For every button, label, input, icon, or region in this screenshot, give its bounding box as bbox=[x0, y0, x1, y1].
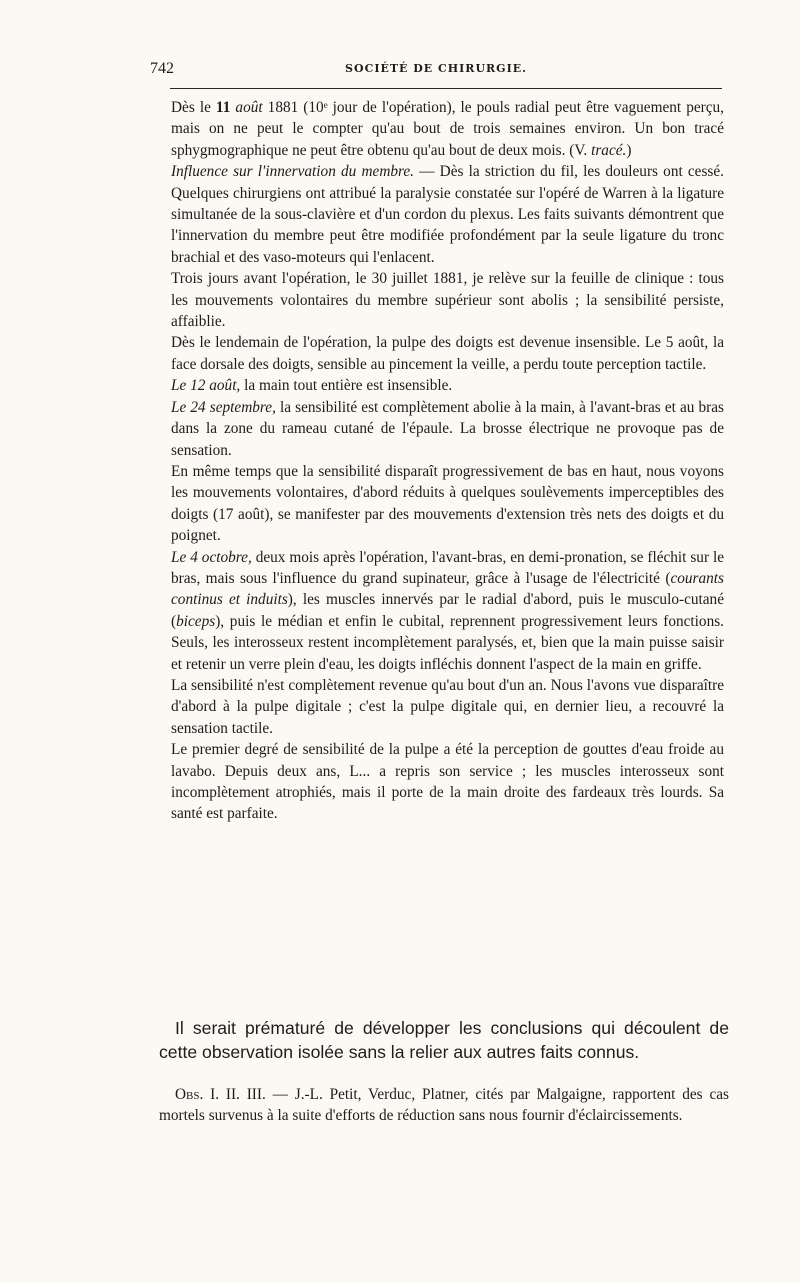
text-run: Dès le bbox=[171, 99, 216, 116]
text-run: biceps bbox=[176, 612, 216, 630]
body-paragraph bbox=[171, 739, 724, 825]
text-run: 11 bbox=[215, 99, 236, 116]
conclusion-text: Il serait prématuré de développer les conclusions qui découlent de cette observation isolée sans la relier aux autres faits connus. bbox=[159, 1018, 729, 1062]
text-run: ), les muscles innervés par le radial d'abord, puis le musculo-cutané ( bbox=[171, 591, 724, 630]
obs-label: Obs. I. II. III. bbox=[175, 1086, 266, 1103]
text-run: Le 12 août, bbox=[171, 377, 241, 395]
body-paragraph bbox=[171, 675, 724, 739]
text-run: la sensibilité est complètement abolie à la main, à l'avant-bras et au bras dans la zone du rameau cutané de l'épaule. La brosse électrique ne provoque pas de sensation. bbox=[171, 398, 724, 459]
obs-text: — J.-L. Petit, Verduc, Platner, cités par Malgaigne, rapportent des cas mortels survenus à la suite d'efforts de réduction sans nous fournir d'éclaircissements. bbox=[159, 1086, 729, 1125]
text-run: Trois jours avant l'opération, le 30 juillet 1881, je relève sur la feuille de clinique : tous les mouvements volontaires du membre supérieur sont abolis ; la sensibilité persiste, affaiblie. bbox=[171, 270, 724, 331]
body-paragraph bbox=[171, 268, 724, 332]
observation-body bbox=[171, 97, 724, 825]
page-header bbox=[150, 60, 722, 82]
text-run: deux mois après l'opération, l'avant-bras, en demi-pronation, se fléchit sur le bras, mais sous l'influence du grand supinateur, grâce à l'usage de l'électricité ( bbox=[171, 548, 725, 587]
text-run: Dès le lendemain de l'opération, la pulpe des doigts est devenue insensible. Le 5 août, la face dorsale des doigts, sensible au pincement la veille, a perdu toute perception tactile. bbox=[171, 334, 724, 373]
text-run: — Dès la striction du fil, les douleurs ont cessé. Quelques chirurgiens ont attribué la paralysie constatée sur l'opéré de Warren à la ligature simultanée de la sous-clavière et d'un cordon du plexus. Les faits suivants démontrent que l'innervation du membre peut être modifiée profondément par la seule ligature du tronc brachial et des vaso-moteurs qui l'enlacent. bbox=[171, 163, 724, 266]
observation-note bbox=[159, 1084, 729, 1127]
body-paragraph bbox=[171, 375, 724, 396]
text-run: Le premier degré de sensibilité de la pulpe a été la perception de gouttes d'eau froide au lavabo. Depuis deux ans, L... a repris son service ; les muscles interosseux sont incomplètement atrophiés, mais il porte de la main droite des fardeaux très lourds. Sa santé est parfaite. bbox=[171, 741, 724, 823]
body-paragraph bbox=[171, 547, 724, 675]
body-paragraph bbox=[171, 332, 724, 375]
text-run: ), puis le médian et enfin le cubital, reprennent progressivement leurs fonctions. Seuls, les interosseux restent incomplètement paralysés, et, bien que la main puisse saisir et retenir un verre plein d'eau, les doigts infléchis donnent l'aspect de la main en griffe. bbox=[171, 612, 724, 673]
page-number: 742 bbox=[150, 60, 174, 77]
text-run: la main tout entière est insensible. bbox=[240, 377, 453, 395]
body-paragraph bbox=[171, 161, 724, 268]
text-run: tracé. bbox=[591, 141, 627, 159]
body-paragraph bbox=[171, 397, 724, 461]
body-paragraph bbox=[171, 97, 724, 161]
conclusion-paragraph bbox=[159, 1016, 729, 1064]
text-run: août bbox=[235, 99, 263, 116]
body-paragraph bbox=[171, 461, 724, 547]
text-run: courants continus et induits bbox=[171, 569, 724, 609]
header-rule bbox=[170, 88, 722, 89]
text-run: Influence sur l'innervation du membre. bbox=[171, 163, 415, 181]
text-run: ) bbox=[626, 141, 632, 159]
text-run: La sensibilité n'est complètement revenue qu'au bout d'un an. Nous l'avons vue disparaître d'abord à la pulpe digitale ; c'est la pulpe digitale qui, en dernier lieu, a recouvré la sensation tactile. bbox=[171, 676, 724, 737]
running-title: SOCIÉTÉ DE CHIRURGIE. bbox=[345, 62, 527, 75]
text-run: 1881 (10ᵉ jour de l'opération), le pouls radial peut être vaguement perçu, mais on ne peut le compter qu'au bout de trois semaines environ. Un bon tracé sphygmographique ne peut être obtenu qu'au bout de deux mois. (V. bbox=[171, 99, 724, 159]
text-run: En même temps que la sensibilité disparaît progressivement de bas en haut, nous voyons les mouvements volontaires, d'abord réduits à quelques soulèvements imperceptibles des doigts (17 août), se manifester par des mouvements d'extension très nets des doigts et du poignet. bbox=[171, 462, 724, 545]
text-run: Le 4 octobre, bbox=[171, 548, 252, 566]
obs-paragraph bbox=[159, 1084, 729, 1127]
text-run: Le 24 septembre, bbox=[171, 398, 276, 416]
